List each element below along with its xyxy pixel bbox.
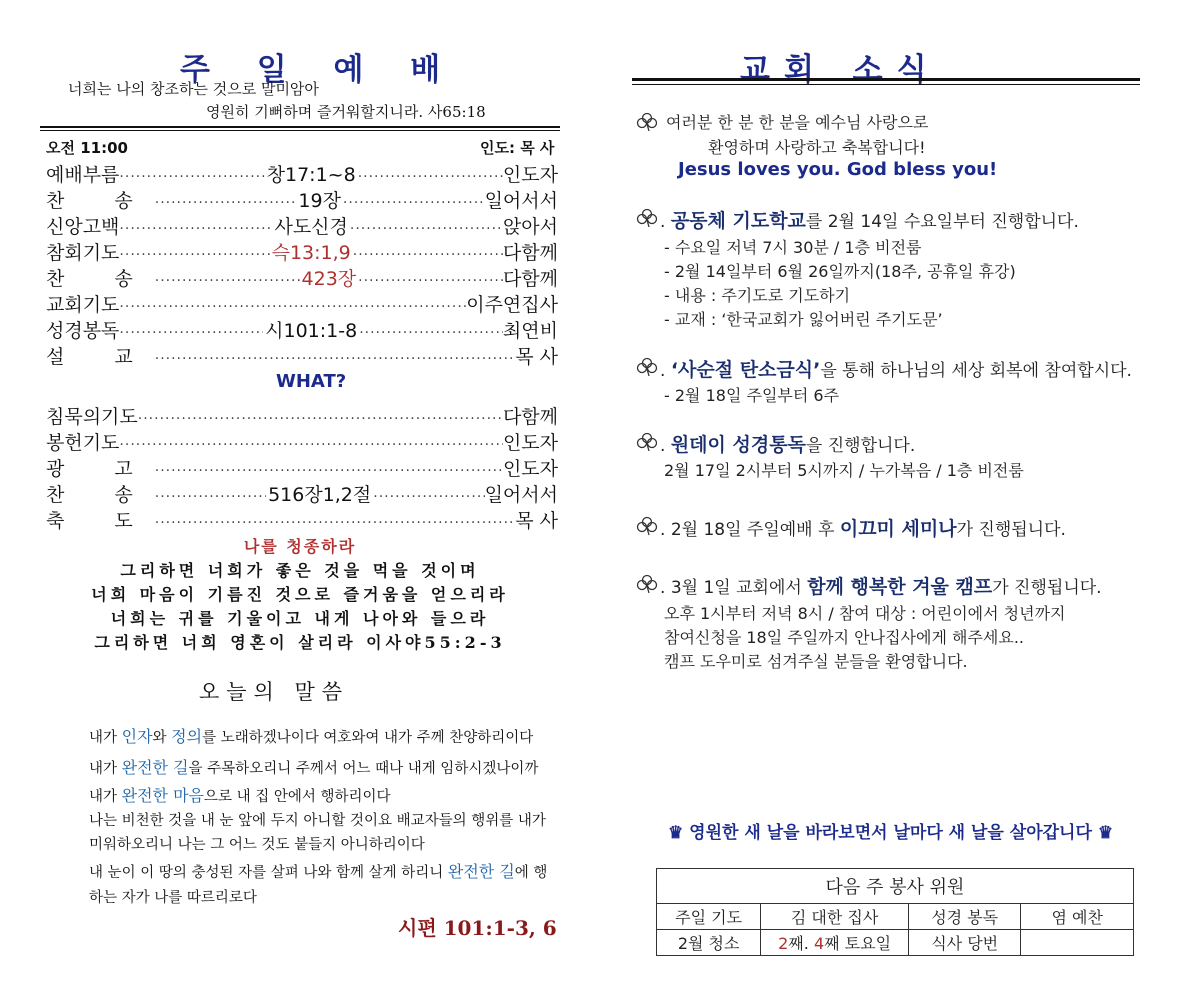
leader-dots <box>119 437 503 453</box>
leader-dots <box>138 411 503 427</box>
order-row <box>46 186 558 212</box>
order-item-detail: 19장 <box>298 190 341 212</box>
order-item-name: 찬 송 <box>46 268 155 290</box>
leader-dots <box>119 169 264 185</box>
poem-line: 그리하면 너희가 좋은 것을 먹을 것이며 <box>120 561 480 580</box>
page-title-worship: 주 일 예 배 <box>180 52 459 88</box>
news-detail: 캠프 도우미로 섬겨주실 분들을 환영합니다. <box>664 652 968 671</box>
order-item-role: 인도자 <box>502 458 558 480</box>
leader-dots <box>353 247 503 263</box>
leader-dots <box>343 195 485 211</box>
volunteer-table <box>656 868 1134 956</box>
news-detail: - 내용 : 주기도로 기도하기 <box>664 286 851 305</box>
cell-text: 째. <box>788 934 814 953</box>
table-cell: 2월 청소 <box>657 930 761 956</box>
order-item-role: 다함께 <box>502 242 558 264</box>
psalm-highlight: 완전한 길 <box>447 862 515 881</box>
week-number: 4 <box>813 934 825 953</box>
news-bold: 공동체 기도학교 <box>670 210 806 232</box>
crown-icon: ♛ <box>668 823 684 843</box>
order-item-role: 일어서서 <box>484 484 558 506</box>
week-number: 2 <box>778 934 789 953</box>
psalm-line: 나는 비천한 것을 내 눈 앞에 두지 아니할 것이요 배교자들의 행위를 내가 <box>89 813 546 829</box>
psalm-line: 미워하오리니 나는 그 어느 것도 붙들지 아니하리이다 <box>89 837 425 853</box>
order-item-role: 앉아서 <box>502 216 558 238</box>
order-row <box>46 454 558 480</box>
psalm-text: 를 노래하겠나이다 여호와여 내가 주께 찬양하리이다 <box>202 730 534 746</box>
news-text: 을 진행합니다. <box>805 436 916 456</box>
order-item-name: 침묵의기도 <box>46 406 138 428</box>
order-item-name: 축 도 <box>46 510 155 532</box>
divider <box>40 130 560 131</box>
divider <box>632 84 1140 85</box>
news-text: 여러분 한 분 한 분을 예수님 사랑으로 <box>666 113 929 132</box>
news-text: 을 통해 하나님의 세상 회복에 참여합시다. <box>820 361 1132 381</box>
order-item-role: 최연비 <box>502 320 558 342</box>
clover-icon <box>636 432 658 452</box>
leader-dots <box>155 515 516 531</box>
order-item-detail: 슥13:1,9 <box>271 242 351 264</box>
order-item-role: 다함께 <box>502 406 558 428</box>
table-cell <box>1021 930 1134 956</box>
motto <box>668 818 1113 843</box>
leader-dots <box>155 195 297 211</box>
news-text: 환영하며 사랑하고 축복합니다! <box>708 138 926 157</box>
news-detail: - 2월 18일 주일부터 6주 <box>664 386 840 405</box>
leader-dots <box>119 299 466 315</box>
news-detail: 2월 17일 2시부터 5시까지 / 누가복음 / 1층 비전룸 <box>664 461 1024 480</box>
psalm-highlight: 정의 <box>171 727 203 746</box>
table-row <box>657 904 1134 930</box>
clover-icon <box>636 574 658 594</box>
poem-line: 그리하면 너희 영혼이 살리라 이사야55:2-3 <box>94 633 506 652</box>
psalm-highlight: 완전한 마음 <box>121 786 204 805</box>
psalm-line <box>89 859 547 882</box>
poem-line: 너희 마음이 기름진 것으로 즐거움을 얻으리라 <box>91 585 509 604</box>
news-text: 를 2월 14일 수요일부터 진행합니다. <box>805 212 1079 232</box>
news-heading: . 공동체 기도학교를 2월 14일 수요일부터 진행합니다. <box>660 210 1079 232</box>
news-text: 2월 18일 주일예배 후 <box>670 520 840 540</box>
news-heading: . 2월 18일 주일예배 후 이끄미 세미나가 진행됩니다. <box>660 518 1066 540</box>
order-item-role: 이주연집사 <box>466 294 558 316</box>
psalm-text: 을 주목하오리니 주께서 어느 때나 내게 임하시겠나이까 <box>188 761 539 777</box>
table-cell: 김 대한 집사 <box>761 904 909 930</box>
header-verse-line-1: 너희는 나의 창조하는 것으로 말미암아 <box>68 80 319 98</box>
news-heading: . ‘사순절 탄소금식’을 통해 하나님의 세상 회복에 참여합시다. <box>660 359 1132 381</box>
news-heading: . 원데이 성경통독을 진행합니다. <box>660 434 916 456</box>
service-time: 오전 11:00 <box>46 139 128 157</box>
order-row <box>46 428 558 454</box>
sermon-title: WHAT? <box>276 371 347 392</box>
order-item-name: 신앙고백 <box>46 216 120 238</box>
order-item-name: 찬 송 <box>46 190 155 212</box>
order-row <box>46 212 558 238</box>
divider <box>40 126 560 128</box>
news-text: 가 진행됩니다. <box>956 520 1066 540</box>
psalm-reference: 시편 101:1-3, 6 <box>398 916 557 940</box>
news-detail: 참여신청을 18일 주일까지 안나집사에게 해주세요.. <box>664 628 1024 647</box>
order-row <box>46 316 558 342</box>
order-row <box>46 264 558 290</box>
order-item-detail: 사도신경 <box>274 216 348 238</box>
psalm-line <box>89 724 533 747</box>
order-item-detail: 516장1,2절 <box>268 484 372 506</box>
psalm-line <box>89 755 538 778</box>
leader-dots <box>155 489 266 505</box>
order-item-role: 목 사 <box>515 346 558 368</box>
leader-dots <box>155 273 300 289</box>
news-detail: - 수요일 저녁 7시 30분 / 1층 비전룸 <box>664 238 922 257</box>
poem-title: 나를 청종하라 <box>243 537 357 556</box>
header-verse-line-2: 영원히 기뻐하며 즐거워할지니라. 사65:18 <box>206 103 486 121</box>
order-item-name: 예배부름 <box>46 164 120 186</box>
leader-dots <box>155 463 503 479</box>
psalm-text: 내가 <box>89 761 122 777</box>
order-row <box>46 342 558 368</box>
page-title-news: 교회 소식 <box>740 52 941 88</box>
leader-dots <box>155 351 516 367</box>
order-item-name: 교회기도 <box>46 294 120 316</box>
psalm-text: 내가 <box>89 730 122 746</box>
news-detail: - 교재 : ‘한국교회가 잃어버린 주기도문’ <box>664 310 943 329</box>
leader-dots <box>119 247 269 263</box>
order-item-name: 광 고 <box>46 458 155 480</box>
psalm-text: 에 행 <box>514 865 548 881</box>
news-detail: 오후 1시부터 저녁 8시 / 참여 대상 : 어린이에서 청년까지 <box>664 604 1066 623</box>
todays-word-title: 오늘의 말씀 <box>198 680 350 704</box>
order-row <box>46 506 558 532</box>
psalm-text: 내 눈이 이 땅의 충성된 자를 살펴 나와 함께 살게 하리니 <box>89 865 448 881</box>
leader-dots <box>359 325 503 341</box>
english-blessing: Jesus loves you. God bless you! <box>678 159 998 180</box>
clover-icon <box>636 357 658 377</box>
news-bold: 원데이 성경통독 <box>670 434 806 456</box>
leader-dots <box>350 221 503 237</box>
psalm-text: 으로 내 집 안에서 행하리이다 <box>204 789 391 805</box>
order-item-role: 목 사 <box>515 510 558 532</box>
news-text: 3월 1일 교회에서 <box>670 578 808 598</box>
psalm-line <box>89 783 391 806</box>
order-item-role: 다함께 <box>502 268 558 290</box>
table-cell: 주일 기도 <box>657 904 761 930</box>
table-cell <box>761 930 909 956</box>
news-bold: ‘사순절 탄소금식’ <box>670 359 821 381</box>
order-item-name: 설 교 <box>46 346 155 368</box>
service-leader: 인도: 목 사 <box>480 139 555 157</box>
order-row <box>46 480 558 506</box>
crown-icon: ♛ <box>1097 823 1114 843</box>
order-row <box>46 290 558 316</box>
table-row <box>657 930 1134 956</box>
clover-icon <box>636 112 658 132</box>
order-item-detail: 시101:1-8 <box>265 320 358 342</box>
order-row <box>46 402 558 428</box>
psalm-highlight: 완전한 길 <box>121 758 189 777</box>
leader-dots <box>358 169 503 185</box>
table-cell: 성경 봉독 <box>908 904 1021 930</box>
order-item-name: 참회기도 <box>46 242 120 264</box>
psalm-line: 하는 자가 나를 따르리로다 <box>89 890 257 906</box>
psalm-text: 와 <box>152 730 172 746</box>
order-item-detail: 창17:1~8 <box>266 164 356 186</box>
order-item-name: 찬 송 <box>46 484 155 506</box>
leader-dots <box>373 489 484 505</box>
news-text: 가 진행됩니다. <box>992 578 1102 598</box>
clover-icon <box>636 516 658 536</box>
news-bold: 함께 행복한 겨울 캠프 <box>807 576 993 598</box>
order-item-detail: 423장 <box>301 268 357 290</box>
table-cell: 식사 당번 <box>908 930 1021 956</box>
table-caption: 다음 주 봉사 위원 <box>657 869 1134 904</box>
cell-text: 째 토요일 <box>824 934 892 953</box>
leader-dots <box>119 325 263 341</box>
order-row <box>46 238 558 264</box>
news-detail: - 2월 14일부터 6월 26일까지(18주, 공휴일 휴강) <box>664 262 1016 281</box>
divider <box>632 78 1140 81</box>
poem-line: 너희는 귀를 기울이고 내게 나아와 들으라 <box>110 609 490 628</box>
table-cell: 염 예찬 <box>1021 904 1134 930</box>
order-item-name: 성경봉독 <box>46 320 120 342</box>
leader-dots <box>358 273 503 289</box>
news-heading: . 3월 1일 교회에서 함께 행복한 겨울 캠프가 진행됩니다. <box>660 576 1102 598</box>
order-item-role: 인도자 <box>502 432 558 454</box>
news-bold: 이끄미 세미나 <box>839 518 957 540</box>
psalm-text: 내가 <box>89 789 122 805</box>
order-row <box>46 160 558 186</box>
motto-text: 영원한 새 날을 바라보면서 날마다 새 날을 살아갑니다 <box>689 823 1092 843</box>
leader-dots <box>119 221 272 237</box>
order-item-role: 인도자 <box>502 164 558 186</box>
order-item-role: 일어서서 <box>484 190 558 212</box>
order-item-name: 봉헌기도 <box>46 432 120 454</box>
psalm-highlight: 인자 <box>121 727 153 746</box>
clover-icon <box>636 208 658 228</box>
